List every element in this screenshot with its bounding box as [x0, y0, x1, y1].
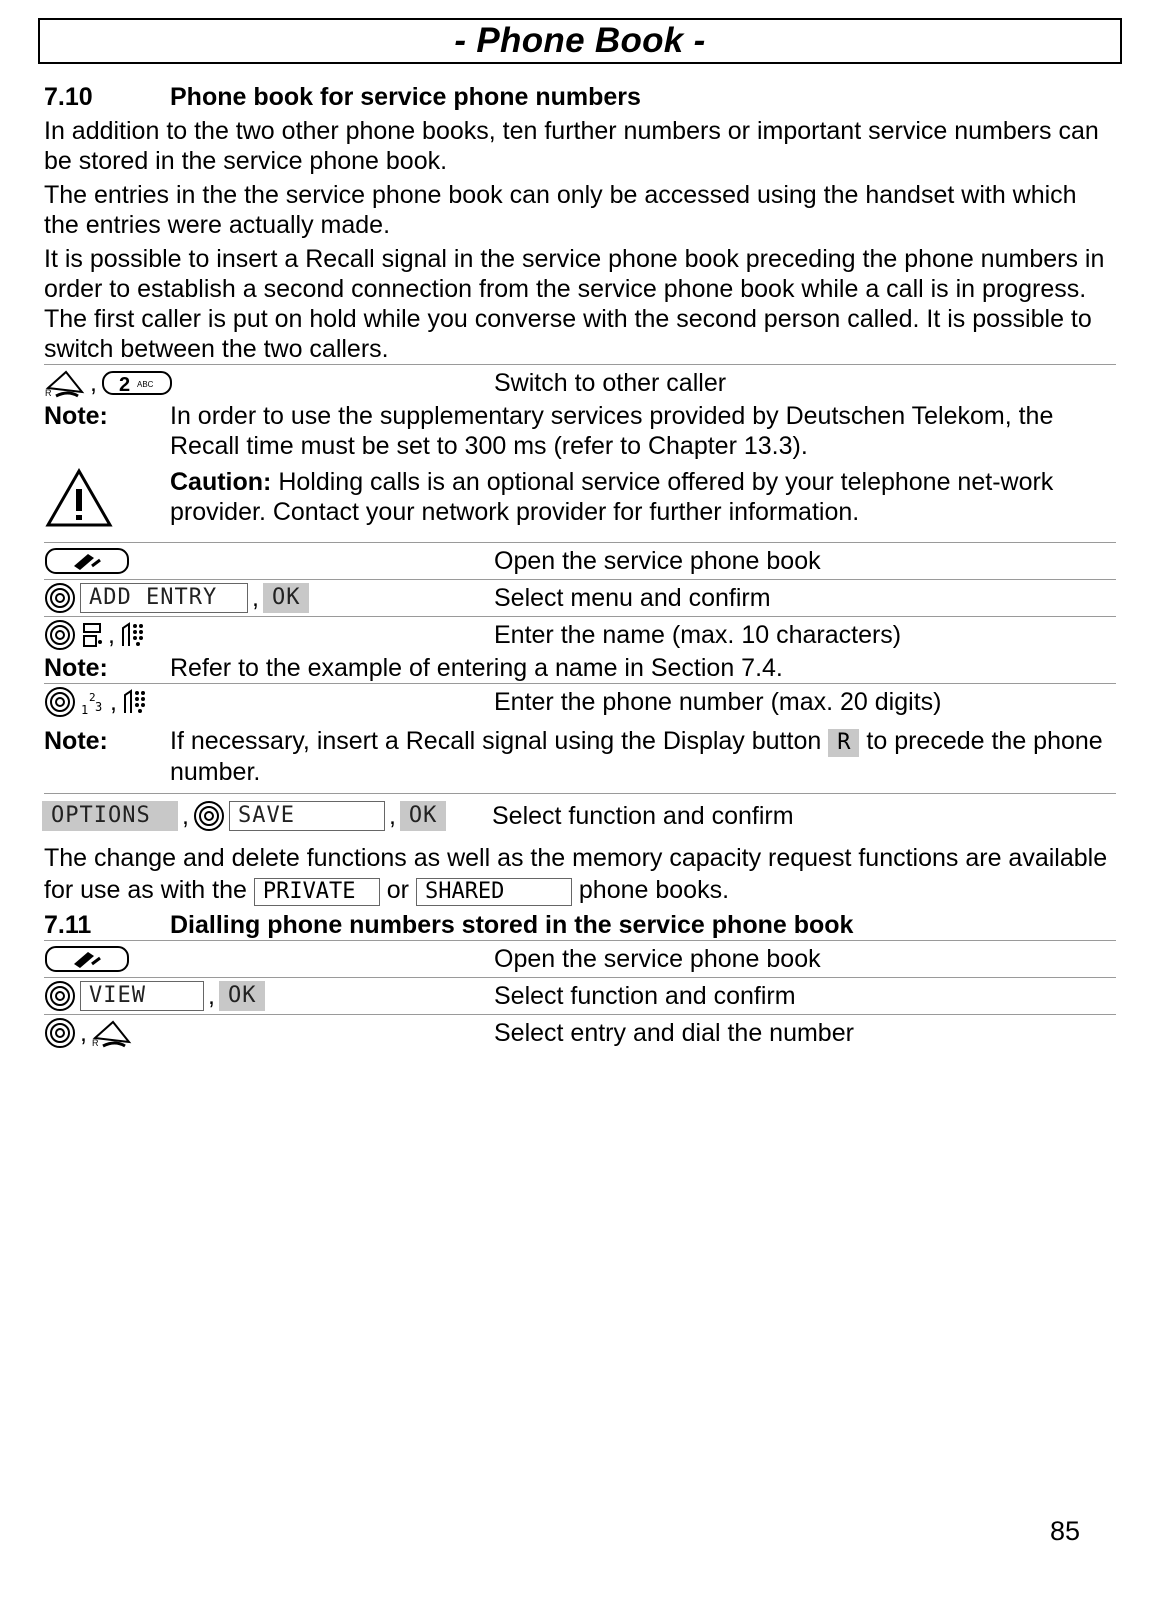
- navigation-key-icon: [44, 980, 76, 1012]
- note-label: Note:: [44, 654, 108, 682]
- comma: ,: [208, 981, 215, 1010]
- display-private: PRIVATE: [254, 878, 380, 906]
- svg-text:R: R: [45, 388, 52, 398]
- step-open-book: [44, 542, 1116, 579]
- section-title: Phone book for service phone numbers: [170, 83, 641, 111]
- note: [44, 653, 1116, 683]
- display-ok: OK: [400, 801, 447, 831]
- display-add-entry: ADD ENTRY: [80, 583, 248, 613]
- svg-text:2: 2: [89, 691, 96, 704]
- note-text: Refer to the example of entering a name in Section 7.4.: [170, 654, 783, 682]
- note: [44, 726, 1116, 787]
- svg-text:2: 2: [118, 374, 131, 396]
- recall-key-icon: [44, 366, 86, 400]
- svg-text:1: 1: [81, 703, 89, 717]
- navigation-key-icon: [44, 582, 76, 614]
- note-label: Note:: [44, 727, 108, 755]
- display-save: SAVE: [229, 801, 385, 831]
- display-ok: OK: [219, 981, 266, 1011]
- navigation-key-icon: [193, 800, 225, 832]
- comma: ,: [252, 583, 259, 612]
- key-2-abc-icon: [101, 369, 173, 397]
- phonebook-key-icon: [44, 546, 130, 576]
- step-description: Enter the name (max. 10 characters): [494, 620, 902, 649]
- navigation-key-icon: [44, 686, 76, 718]
- step-description: Select entry and dial the number: [494, 1018, 854, 1047]
- navigation-key-icon: [44, 1017, 76, 1049]
- note-text: In order to use the supplementary services provided by Deutschen Telekom, the Recall time must be set to 300 ms (refer to Chapter 13.3).: [170, 402, 1054, 460]
- note-text: to precede the phone number.: [170, 727, 1103, 786]
- phonebook-key-icon: [44, 944, 130, 974]
- page-title: - Phone Book -: [454, 21, 706, 60]
- page-header: [38, 18, 1122, 64]
- section-heading-7-11: [44, 910, 1116, 940]
- caution-label: Caution:: [170, 468, 272, 496]
- step-keys: [44, 366, 494, 400]
- section-number: 7.11: [44, 911, 92, 939]
- comma: ,: [110, 687, 117, 716]
- section-title: Dialling phone numbers stored in the service phone book: [170, 911, 854, 939]
- step-enter-number: [44, 683, 1116, 720]
- svg-text:R: R: [91, 1038, 99, 1048]
- warning-icon: [44, 467, 114, 529]
- paragraph: In addition to the two other phone books, ten further numbers or important service numbers can be stored in the service phone book.: [44, 117, 1099, 175]
- step-switch-caller: [44, 364, 1116, 401]
- keypad-icon: [119, 620, 145, 650]
- step-description: Switch to other caller: [494, 368, 727, 397]
- comma: ,: [80, 1018, 87, 1047]
- step-description: Select menu and confirm: [494, 583, 771, 612]
- step-add-entry: [44, 579, 1116, 616]
- display-options: OPTIONS: [42, 801, 178, 831]
- display-view: VIEW: [80, 981, 204, 1011]
- paragraph: The entries in the the service phone book can only be accessed using the handset with which the entries were actually made.: [44, 181, 1077, 239]
- step-select-entry: [44, 1014, 1116, 1051]
- section-number: 7.10: [44, 83, 93, 111]
- note-label: Note:: [44, 402, 108, 430]
- step-enter-name: [44, 616, 1116, 653]
- manual-page: [44, 18, 1116, 1051]
- section-heading-7-10: [44, 82, 1116, 112]
- comma: ,: [108, 620, 115, 649]
- paragraph: The change and delete functions as well as the memory capacity request functions are available for use as with the PRIVATE or SHARED phone books.: [44, 844, 1108, 904]
- svg-text:3: 3: [95, 700, 103, 714]
- paragraph: It is possible to insert a Recall signal in the service phone book preceding the phone numbers in order to establish a second connection from the service phone book while a call is in progress. The first caller is put on hold while you converse with the second person called. It is possible to switch between the two callers.: [44, 245, 1105, 363]
- navigation-key-icon: [44, 619, 76, 651]
- page-number: 85: [1049, 1516, 1080, 1546]
- caution-block: [44, 467, 1116, 536]
- letter-keys-icon: [80, 620, 104, 650]
- comma: ,: [182, 801, 189, 830]
- step-description: Enter the phone number (max. 20 digits): [494, 687, 942, 716]
- display-ok: OK: [263, 583, 310, 613]
- note-text: If necessary, insert a Recall signal using the Display button: [170, 727, 829, 755]
- comma: ,: [388, 801, 396, 830]
- comma: ,: [90, 368, 97, 397]
- caution-text: Holding calls is an optional service offered by your telephone net-work provider. Contact your network provider for further information.: [170, 468, 1054, 526]
- step-description: Select function and confirm: [492, 801, 794, 830]
- recall-key-icon: [91, 1016, 133, 1050]
- svg-text:ABC: ABC: [136, 380, 154, 389]
- step-description: Open the service phone book: [494, 546, 821, 575]
- step-view: [44, 977, 1116, 1014]
- step-description: Open the service phone book: [494, 944, 821, 973]
- step-description: Select function and confirm: [494, 981, 796, 1010]
- step-save: [44, 793, 1116, 838]
- keypad-icon: [121, 687, 147, 717]
- display-shared: SHARED: [416, 878, 572, 906]
- note: [44, 401, 1116, 461]
- digit-keys-icon: [80, 687, 106, 717]
- display-r-button: R: [828, 729, 859, 757]
- step-open-book: [44, 940, 1116, 977]
